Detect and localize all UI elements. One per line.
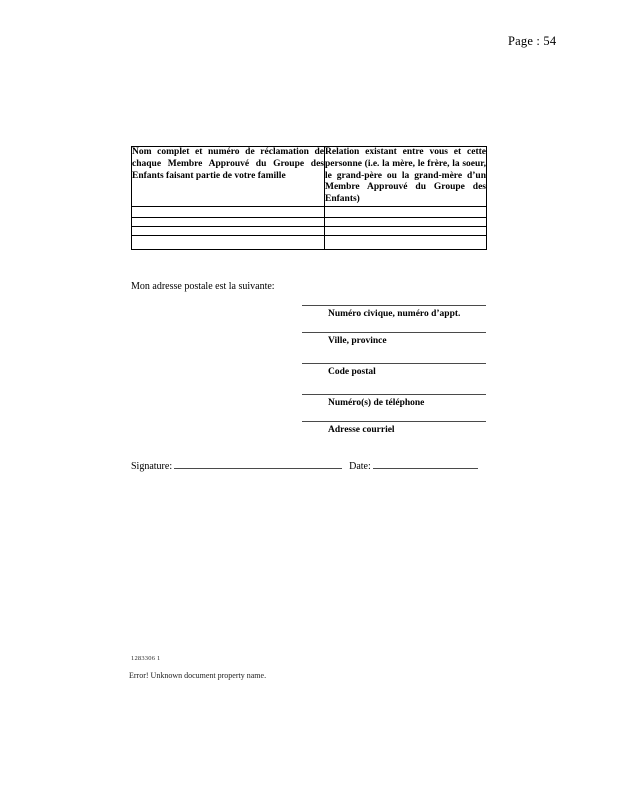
field-street-number: Numéro civique, numéro d’appt. [302,305,486,332]
signature-blank-line [174,458,342,469]
table-cell-blank [325,217,487,226]
table-row [132,217,487,226]
family-members-table [131,146,487,250]
address-fields [302,305,486,447]
table-row [132,226,487,235]
table-cell-blank [325,235,487,249]
address-intro-text: Mon adresse postale est la suivante: [131,281,275,292]
table-cell-blank [132,217,325,226]
date-label: Date: [349,461,371,472]
table-cell-blank [132,235,325,249]
table-cell-blank [132,206,325,217]
field-phone-numbers: Numéro(s) de téléphone [302,394,486,421]
footer-document-number: 1283306 1 [131,655,161,662]
table-cell-blank [325,206,487,217]
table-row [132,235,487,249]
table-cell-blank [325,226,487,235]
field-email: Adresse courriel [302,421,486,447]
footer-error-text: Error! Unknown document property name. [129,671,267,680]
page-number: Page : 54 [508,34,557,48]
table-cell-blank [132,226,325,235]
table-row [132,206,487,217]
table-header-name-claim: Nom complet et numéro de réclamation de chaque Membre Approuvé du Groupe des Enfants faisant partie de votre famille [132,147,325,207]
table-header-relation: Relation existant entre vous et cette personne (i.e. la mère, le frère, la soeur, le grand-père ou la grand-mère d’un Membre Approuvé du Groupe des Enfants) [325,147,487,207]
field-city-province: Ville, province [302,332,486,363]
signature-label: Signature: [131,461,173,472]
table-header-row [132,147,487,207]
date-blank-line [373,458,478,469]
field-postal-code: Code postal [302,363,486,394]
signature-row [131,458,478,472]
